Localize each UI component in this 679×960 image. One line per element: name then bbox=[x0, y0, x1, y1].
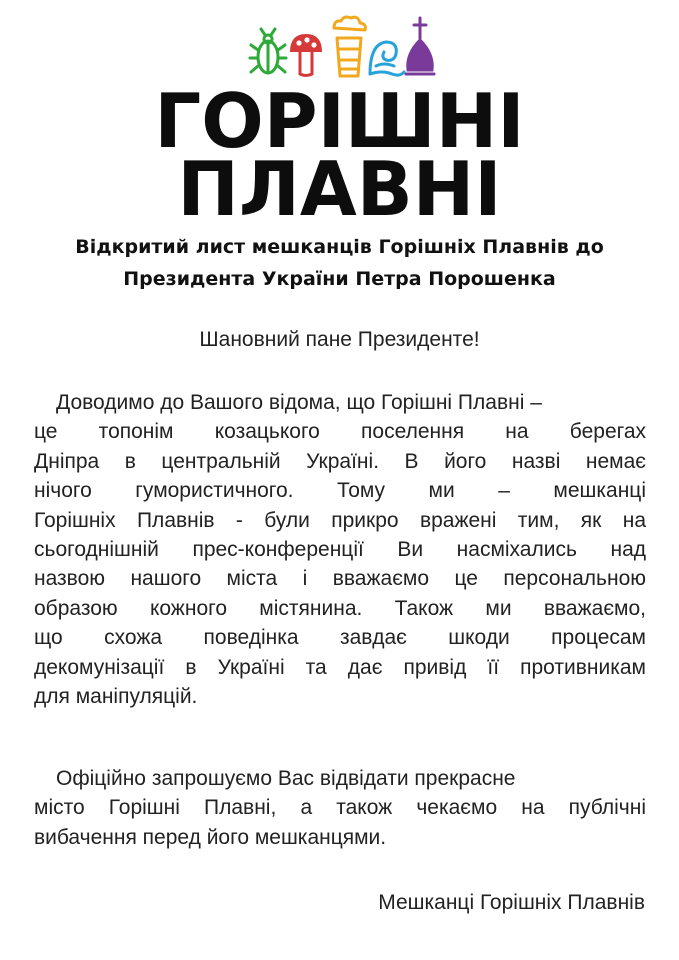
church-dome-icon bbox=[406, 18, 434, 74]
headline-line2: Президента України Петра Порошенка bbox=[123, 268, 556, 290]
paragraph-1-line: Доводимо до Вашого відома, що Горішні Плавні – bbox=[56, 391, 542, 414]
beetle-icon bbox=[250, 29, 286, 73]
tower-icon bbox=[334, 17, 365, 76]
mushroom-icon bbox=[290, 34, 322, 76]
logo-title-line1: ГОРІШНІ bbox=[154, 77, 525, 165]
paragraph-1-line: нічого гумористичного. Тому ми – мешканці bbox=[34, 479, 646, 503]
paragraph-1-line: образою кожного містянина. Також ми вважаємо, bbox=[34, 596, 646, 620]
wave-icon bbox=[370, 42, 404, 75]
paragraph-1-line: це топонім козацького поселення на берегах bbox=[34, 420, 646, 444]
paragraph-2 bbox=[34, 764, 646, 852]
paragraph-1-line: Дніпра в центральній Україні. В його назві немає bbox=[34, 449, 646, 473]
logo-icons bbox=[248, 14, 438, 80]
paragraph-1-line: декомунізації в Україні та дає привід її противникам bbox=[34, 655, 646, 679]
signature: Мешканці Горішніх Плавнів bbox=[378, 891, 645, 914]
paragraph-2-line: вибачення перед його мешканцями. bbox=[34, 825, 387, 849]
headline-line1: Відкритий лист мешканців Горішніх Плавнів до bbox=[75, 236, 604, 258]
paragraph-1-line: сьогоднішній прес-конференції Ви насміхались над bbox=[34, 538, 646, 562]
paragraph-1-line: для маніпуляцій. bbox=[34, 685, 198, 709]
logo-title-line2: ПЛАВНІ bbox=[177, 145, 502, 233]
paragraph-1-line: Горішніх Плавнів - були прикро вражені тим, як на bbox=[34, 508, 646, 532]
greeting: Шановний пане Президенте! bbox=[199, 328, 480, 351]
paragraph-1-line: що схожа поведінка завдає шкоди процесам bbox=[34, 626, 646, 650]
paragraph-1-line: назвою нашого міста і вважаємо це персональною bbox=[34, 567, 646, 591]
paragraph-2-line: Офіційно запрошуємо Вас відвідати прекрасне bbox=[56, 767, 516, 790]
paragraph-1 bbox=[34, 388, 646, 711]
letter-headline bbox=[20, 231, 659, 295]
paragraph-2-line: місто Горішні Плавні, а також чекаємо на публічні bbox=[34, 796, 646, 820]
